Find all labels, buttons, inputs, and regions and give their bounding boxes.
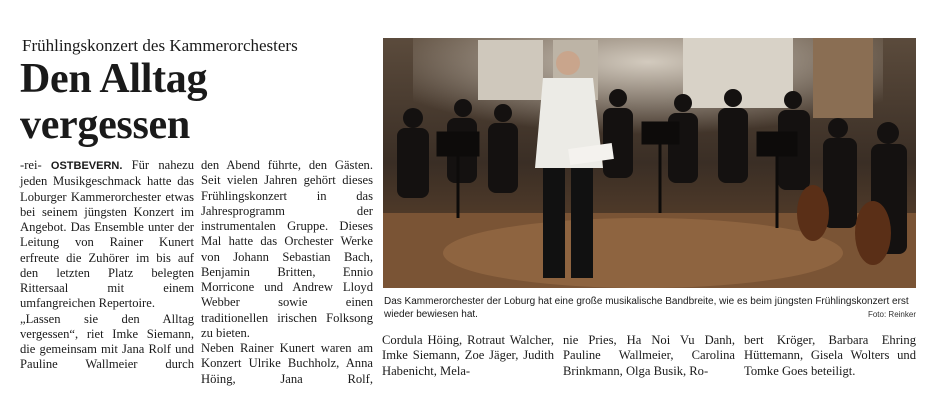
byline: -rei-: [20, 158, 42, 172]
orchestra-photo-image: [383, 38, 916, 288]
article-column-3: Cordula Höing, Rotraut Walcher, Imke Siemann, Zoe Jäger, Judith Habenicht, Mela-: [382, 333, 554, 378]
article-kicker: Frühlingskonzert des Kammerorchesters: [22, 36, 298, 55]
headline-line-2: vergessen: [20, 102, 190, 148]
article-column-4: nie Pries, Ha Noi Vu Danh, Pauline Wallmeier, Carolina Brinkmann, Olga Busik, Ro-: [563, 333, 735, 378]
lead-text: Für nahezu jeden Musikgeschmack hatte das Loburger Kammerorchester etwas bei seinem jüngsten Konzert im Angebot. Das Ensemble unter der Leitung von Rainer Kunert erfreute die Zuhörer im bis auf den letzten Platz belegten Rittersaal mit einem umfangreichen Repertoire.: [20, 158, 194, 311]
body-paragraph: „Lassen sie den Alltag vergessen“, riet Imke Siemann, die gemeinsam mit Jana Rolf und Pauline Wallmeier durch: [20, 311, 194, 372]
article-column-2: [201, 158, 373, 387]
article-column-5: bert Kröger, Barbara Ehring Hüttemann, Gisela Wolters und Tomke Goes beteiligt.: [744, 333, 916, 378]
article-headline: [20, 56, 370, 148]
dateline: OSTBEVERN.: [50, 160, 123, 172]
lead-paragraph: [20, 158, 194, 312]
photo-caption: Das Kammerorchester der Loburg hat eine große musikalische Bandbreite, wie es beim jüngsten Frühlingskonzert erst wieder bewiesen hat.: [384, 296, 909, 320]
body-paragraph: Neben Rainer Kunert waren am Konzert Ulrike Buchholz, Anna Höing, Jana Rolf,: [201, 341, 373, 386]
orchestra-photo: [383, 38, 916, 288]
headline-line-1: Den Alltag: [20, 56, 208, 102]
photo-credit: Foto: Reinker: [867, 310, 916, 319]
article-column-1: [20, 158, 194, 373]
body-paragraph: den Abend führte, den Gästen. Seit vielen Jahren gehört dieses Frühlingskonzert in das Jahresprogramm der instrumentalen Gruppe. Dieses Mal hatte das Orchester Werke von Johann Sebastian Bach, Benjamin Britten, Ennio Morricone und Andrew Lloyd Webber sowie einen traditionellen irischen Folksong zu bieten.: [201, 158, 373, 340]
